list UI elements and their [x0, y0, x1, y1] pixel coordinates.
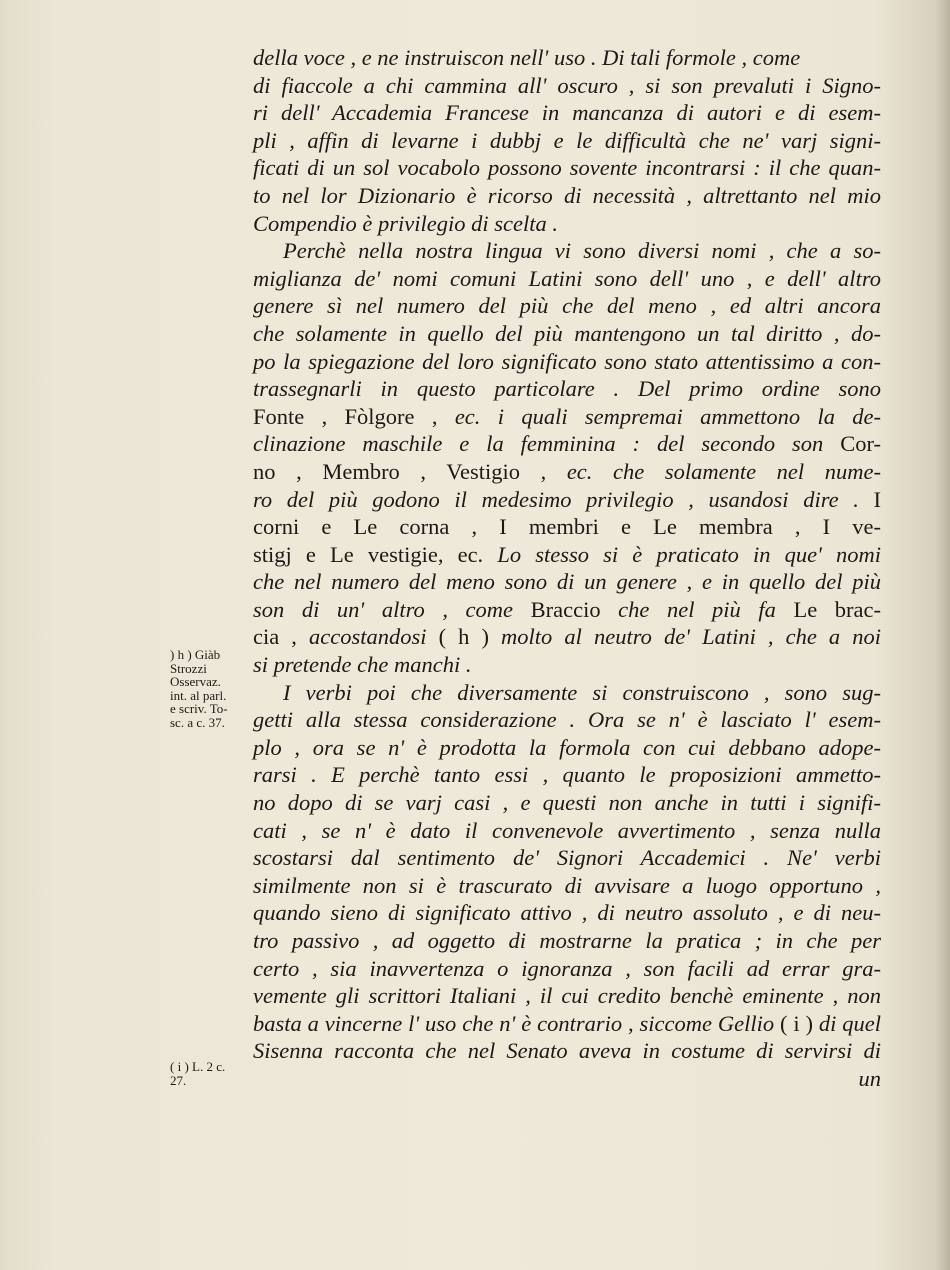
text-line — [253, 292, 881, 320]
text-segment: cia , — [253, 624, 310, 650]
margin-note-line: ) h ) Giàb — [170, 647, 221, 662]
text-segment: che nel numero del meno sono di un genere , e in quello del più — [253, 569, 881, 595]
text-segment: plo , ora se n' è prodotta la formola con cui debbano adope- — [253, 734, 881, 760]
text-segment: Cor- — [840, 431, 881, 457]
text-segment: Fonte , Fòlgore , — [253, 403, 455, 429]
text-segment: ( h ) — [438, 624, 489, 650]
text-segment: scostarsi dal sentimento de' Signori Accademici . Ne' verbi — [253, 845, 881, 871]
text-line — [253, 623, 881, 651]
text-segment: trassegnarli in questo particolare . Del primo ordine sono — [253, 376, 881, 402]
text-segment: si pretende che manchi . — [253, 652, 472, 678]
text-line — [253, 872, 881, 900]
text-line — [253, 458, 881, 486]
text-segment: Compendio è privilegio di scelta . — [253, 210, 558, 236]
text-line — [253, 651, 881, 679]
text-segment: stigj e Le vestigie, ec. — [253, 541, 498, 567]
margin-note-line: ( i ) L. 2 c. — [170, 1059, 226, 1074]
text-segment: un — [858, 1065, 881, 1091]
text-segment: ro del più godono il medesimo privilegio , usandosi dire . — [253, 486, 874, 512]
text-segment: di quel — [812, 1010, 881, 1036]
text-segment: I verbi poi che diversamente si construiscono , sono sug- — [283, 679, 881, 705]
text-line — [253, 1037, 881, 1065]
text-line — [253, 927, 881, 955]
text-line — [253, 761, 881, 789]
text-segment: Perchè nella nostra lingua vi sono diversi nomi , che a so- — [283, 238, 881, 264]
text-line — [253, 430, 881, 458]
text-segment: cati , se n' è dato il convenevole avvertimento , senza nulla — [253, 817, 881, 843]
margin-note-h — [170, 648, 228, 729]
text-line — [253, 899, 881, 927]
text-segment: che solamente in quello del più mantengono un tal diritto , do- — [253, 320, 881, 346]
text-segment: della voce , e ne instruiscon nell' uso . Di tali formole , come — [253, 45, 801, 70]
text-line — [253, 568, 881, 596]
text-segment: ficati di un sol vocabolo possono sovente incontrarsi : il che quan- — [253, 155, 881, 181]
text-segment: accostandosi — [309, 624, 439, 650]
text-line — [253, 955, 881, 983]
text-segment: Sisenna racconta che nel Senato aveva in costume di servirsi di — [253, 1038, 881, 1064]
margin-note-line: e scriv. To- — [170, 701, 228, 716]
text-segment: ( i ) — [779, 1010, 813, 1036]
text-segment: tro passivo , ad oggetto di mostrarne la pratica ; in che per — [253, 928, 881, 953]
text-segment: son di un' altro , come — [253, 596, 531, 622]
text-line — [253, 679, 881, 707]
text-segment: similmente non si è trascurato di avvisare a luogo opportuno , — [253, 872, 881, 898]
text-segment: molto al neutro de' Latini , che a noi — [488, 624, 881, 650]
text-segment: di fiaccole a chi cammina all' oscuro , si son prevaluti i Signo- — [253, 72, 881, 98]
text-segment: po la spiegazione del loro significato sono stato attentissimo a con- — [253, 348, 881, 374]
text-segment: ec. i quali sempremai ammettono la de- — [454, 403, 881, 429]
text-line — [253, 210, 881, 238]
text-line — [253, 72, 881, 100]
text-line — [253, 348, 881, 376]
text-segment: getti alla stessa considerazione . Ora se n' è lasciato l' esem- — [253, 707, 881, 733]
text-segment: ec. che solamente nel nume- — [566, 458, 881, 484]
text-segment: clinazione maschile e la femminina : del secondo son — [253, 431, 841, 457]
text-line — [253, 127, 881, 155]
text-line — [253, 486, 881, 514]
text-line — [253, 1065, 881, 1093]
text-segment: I — [873, 486, 881, 512]
text-line — [253, 99, 881, 127]
text-line — [253, 320, 881, 348]
text-line — [253, 154, 881, 182]
text-line — [253, 541, 881, 569]
text-segment: quando sieno di significato attivo , di neutro assoluto , e di neu- — [253, 900, 881, 926]
text-segment: Le brac- — [793, 596, 881, 622]
margin-note-line: 27. — [170, 1072, 187, 1088]
text-segment: miglianza de' nomi comuni Latini sono dell' uno , e dell' altro — [253, 265, 881, 291]
page-edge-shadow — [936, 0, 950, 1270]
text-segment: pli , affin di levarne i dubbj e le difficultà che ne' varj signi- — [253, 127, 881, 153]
text-line — [253, 596, 881, 624]
text-segment: corni e Le corna , I membri e Le membra , I ve- — [253, 514, 881, 540]
text-segment: no , Membro , Vestigio , — [253, 458, 567, 484]
text-segment: Braccio — [530, 596, 601, 622]
text-line — [253, 734, 881, 762]
text-line — [253, 1010, 881, 1038]
text-line — [253, 817, 881, 845]
text-segment: genere sì nel numero del più che del meno , ed altri ancora — [253, 293, 881, 319]
text-segment: to nel lor Dizionario è ricorso di necessità , altrettanto nel mio — [253, 182, 881, 208]
text-line — [253, 513, 881, 541]
text-segment: rarsi . E perchè tanto essi , quanto le proposizioni ammetto- — [253, 762, 881, 788]
text-line — [253, 982, 881, 1010]
text-segment: vemente gli scrittori Italiani , il cui credito benchè eminente , non — [253, 983, 881, 1009]
text-line — [253, 265, 881, 293]
margin-note-line: sc. a c. 37. — [170, 714, 225, 730]
main-text-block — [253, 44, 881, 1093]
text-segment: ri dell' Accademia Francese in mancanza di autori e di esem- — [253, 100, 881, 126]
text-line — [253, 844, 881, 872]
text-line — [253, 44, 881, 72]
text-line — [253, 182, 881, 210]
text-segment: basta a vincerne l' uso che n' è contrario , siccome Gellio — [253, 1010, 780, 1036]
text-line — [253, 706, 881, 734]
text-line — [253, 403, 881, 431]
text-line — [253, 789, 881, 817]
margin-note-line: Osservaz. — [170, 674, 221, 689]
text-segment: Lo stesso si è praticato in que' nomi — [497, 541, 881, 567]
text-segment: no dopo di se varj casi , e questi non anche in tutti i signifi- — [253, 790, 881, 816]
margin-note-i — [170, 1060, 225, 1087]
text-line — [253, 237, 881, 265]
text-line — [253, 375, 881, 403]
text-segment: che nel più fa — [600, 596, 794, 622]
margin-note-line: Strozzi — [170, 660, 207, 676]
margin-note-line: int. al parl. — [170, 687, 227, 703]
text-segment: certo , sia inavvertenza o ignoranza , son facili ad errar gra- — [253, 955, 881, 981]
